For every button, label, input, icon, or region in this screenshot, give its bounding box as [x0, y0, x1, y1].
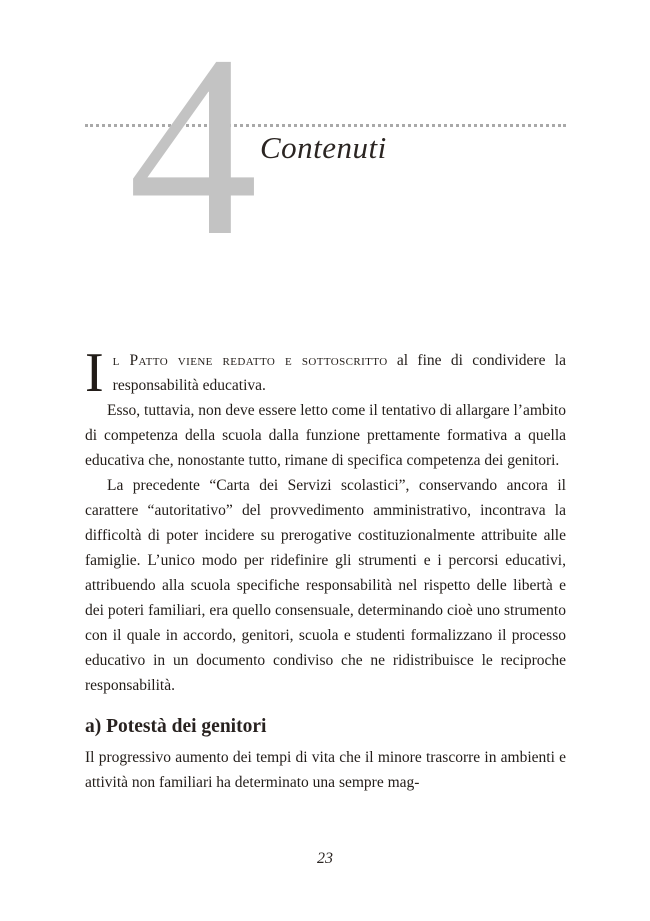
page-number: 23 [317, 850, 333, 867]
body-text [85, 342, 566, 795]
paragraph: La precedente “Carta dei Servizi scolastici”, conservando ancora il carattere “autoritativo” del provvedimento amministrativo, incontrava la difficoltà di poter incidere su prerogative costituzionalmente attribuite alle famiglie. L’unico modo per ridefinire gli strumenti e i percorsi educativi, attribuendo alla scuola specifiche responsabilità nel rispetto delle libertà e dei poteri familiari, era quello consensuale, determinando cioè uno strumento con il quale in accordo, genitori, scuola e studenti formalizzano il processo educativo in un documento condiviso che ne ridistribuisce le reciproche responsabilità. [85, 477, 566, 694]
drop-cap: I [85, 342, 104, 404]
paragraph: Esso, tuttavia, non deve essere letto come il tentativo di allargare l’ambito di competenza della scuola dalla funzione prettamente formativa a quella educativa che, nonostante tutto, rimane di specifica competenza dei genitori. [85, 402, 566, 469]
section-paragraph: Il progressivo aumento dei tempi di vita che il minore trascorre in ambienti e attività non familiari ha determinato una sempre mag- [85, 749, 566, 791]
section-heading: a) Potestà dei genitori [85, 716, 267, 737]
chapter-number: 4 [128, 2, 258, 290]
intro-paragraph [85, 342, 566, 404]
intro-smallcaps: l Patto viene redatto e sottoscritto [112, 352, 388, 369]
intro-text: al fine di condividere la responsabilità educativa. [112, 352, 566, 394]
chapter-title: Contenuti [260, 130, 387, 165]
